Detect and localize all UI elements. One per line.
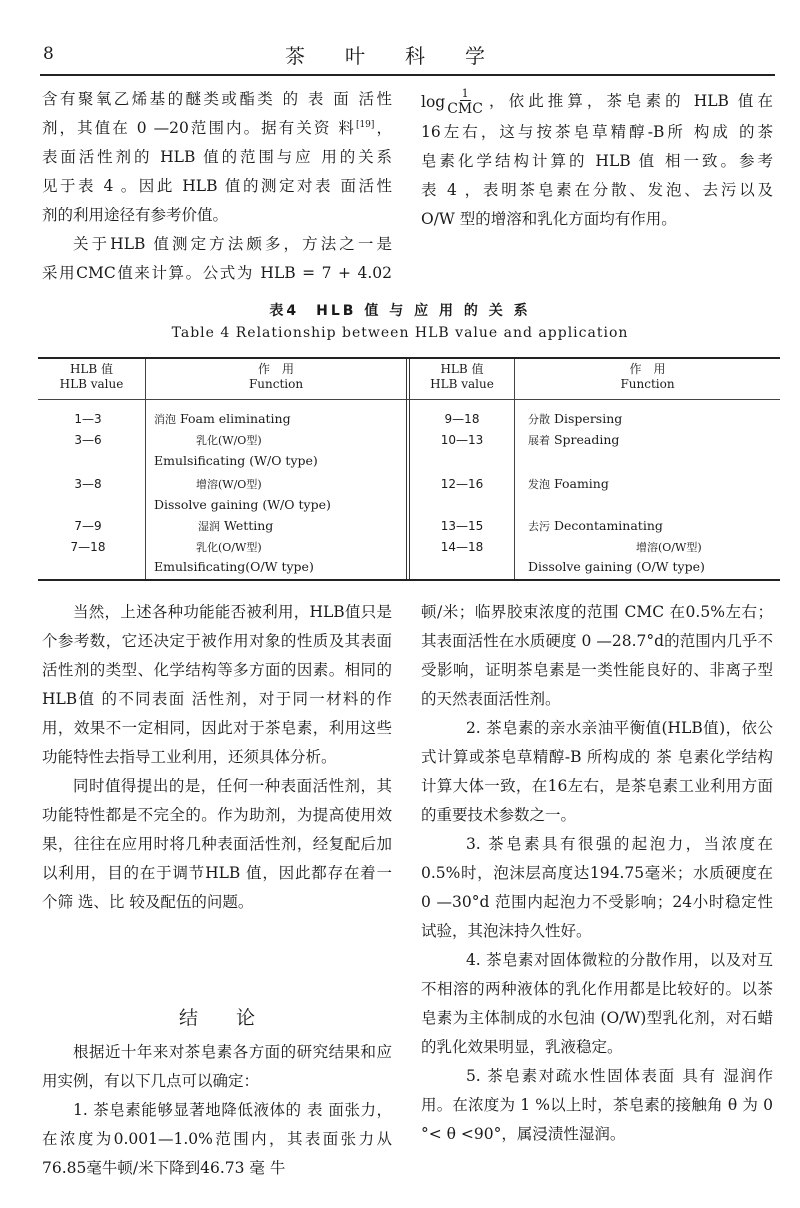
formula-log: log — [421, 93, 446, 111]
text-span: ， — [374, 119, 392, 137]
text-line — [421, 176, 773, 205]
paragraph: 当然，上述各种功能能否被利用，HLB值只是个参考数，它还决定于被作用对象的性质及其表面活性剂的类型、化学结构等多方面的因素。相同的 HLB值 的不同表面 活性剂，对于同一材料的作用，效果不一定相同，因此对于茶皂素，利用这些功能特性去指导工业利用，还须具体分析。 — [42, 603, 392, 766]
function-cn: 消泡 — [154, 413, 176, 426]
top-right-column — [421, 85, 773, 234]
table-cell-function — [198, 516, 273, 537]
text-span: 皂素化学结构计算的 HLB 值 相一致。参考 — [421, 152, 773, 170]
table-cell-range: 13—15 — [440, 519, 484, 533]
page-header — [40, 0, 775, 75]
header-text: HLB 值 — [69, 362, 114, 376]
formula-fraction — [447, 87, 483, 117]
table-cell-function — [636, 537, 702, 558]
text-line — [42, 85, 392, 114]
reference-mark: [19] — [355, 119, 375, 130]
text-span: 表 4 ，表明茶皂素在分散、发泡、去污以及 — [421, 181, 773, 199]
function-cn: 分散 — [528, 413, 550, 426]
function-cn: 去污 — [528, 520, 550, 533]
function-cn: 湿润 — [198, 520, 220, 533]
paragraph: 同时值得提出的是，任何一种表面活性剂，其功能特性都是不完全的。作为助剂，为提高使用效果，往往在应用时将几种表面活性剂，经复配后加以利用，目的在于调节HLB 值，因此都存在着一个筛 选、比 较及配伍的问题。 — [42, 777, 392, 911]
table-cell-function — [528, 409, 622, 430]
table-cell-function — [528, 516, 663, 537]
table-cell-range: 3—8 — [74, 477, 102, 491]
function-cn: 乳化(O/W型) — [196, 541, 262, 554]
function-en: Dispersing — [553, 411, 623, 426]
table-cell-function — [528, 557, 705, 577]
table-cell-range: 12—16 — [440, 477, 484, 491]
paragraph: 4. 茶皂素对固体微粒的分散作用，以及对互不相溶的两种液体的乳化作用都是比较好的。以茶皂素为主体制成的水包油 (O/W)型乳化剂，对石蜡的乳化效果明显，乳液稳定。 — [421, 951, 773, 1056]
text-span: 见于表 4 。因此 HLB 值的测定对表 面活性 — [42, 177, 392, 195]
function-cn: 乳化(W/O型) — [196, 434, 262, 447]
table-cell-range: 1—3 — [74, 412, 102, 426]
table-cell-function — [154, 495, 331, 515]
paragraph: 5. 茶皂素对疏水性固体表面 具有 湿润作用。在浓度为 1 %以上时，茶皂素的接触角 θ 为 0 °< θ <90°，属浸渍性湿润。 — [421, 1067, 773, 1143]
paragraph: 3. 茶皂素具有很强的起泡力，当浓度在0.5%时，泡沫层高度达194.75毫米；水质硬度在 0 —30°d 范围内起泡力不受影响；24小时稳定性试验，其泡沫持久性好。 — [421, 835, 773, 940]
table-cell-function — [154, 409, 291, 430]
table-column-divider — [145, 359, 146, 579]
text-span: 剂，其值在 0 —20范围内。据有关资 料 — [42, 119, 356, 137]
text-line — [421, 205, 773, 234]
text-line — [42, 201, 392, 230]
header-text: Function — [620, 377, 675, 391]
paragraph: 根据近十年来对茶皂素各方面的研究结果和应用实例，有以下几点可以确定： — [42, 1043, 392, 1090]
header-hlb-value — [410, 362, 514, 392]
text-span: 含有聚氧乙烯基的醚类或酯类 的 表 面 活性 — [42, 90, 392, 108]
journal-title: 茶叶科学 — [285, 44, 525, 68]
header-hlb-value — [38, 362, 145, 392]
paragraph: 2. 茶皂素的亲水亲油平衡值(HLB值)，依公式计算或茶皂草精醇-B 所构成的 茶 皂素化学结构计算大体一致，在16左右，是茶皂素工业利用方面的重要技术参数之一。 — [421, 719, 773, 824]
text-span: O/W 型的增溶和乳化方面均有作用。 — [421, 210, 677, 228]
paragraph: 顿/米；临界胶束浓度的范围 CMC 在0.5%左右；其表面活性在水质硬度 0 —28.7°d的范围内几乎不受影响，证明茶皂素是一类性能良好的、非离子型的天然表面活性剂。 — [421, 603, 773, 708]
formula-denominator: CMC — [447, 101, 483, 117]
function-cn: 发泡 — [528, 478, 550, 491]
text-line — [42, 259, 392, 288]
bottom-right-column — [421, 598, 773, 1149]
text-line — [42, 114, 392, 143]
function-cn: 增溶(O/W型) — [636, 541, 702, 554]
table-bottom-rule — [38, 579, 780, 581]
table-cell-function — [528, 474, 609, 495]
function-en: Wetting — [223, 518, 274, 533]
text-line — [42, 230, 392, 259]
text-span: 16左右，这与按茶皂草精醇-B所 构成 的茶 — [421, 123, 773, 141]
header-text: Function — [248, 377, 304, 391]
text-span: 关于HLB 值测定方法颇多，方法之一是 — [73, 235, 392, 253]
function-en: Foam eliminating — [179, 411, 291, 426]
function-cn: 展着 — [528, 434, 550, 447]
table-cell-function — [196, 537, 262, 558]
function-en: Emulsificating (W/O type) — [154, 453, 318, 468]
text-line — [421, 118, 773, 147]
text-span: ，依此推算，茶皂素的 HLB 值在 — [484, 92, 773, 110]
header-text: HLB value — [430, 377, 494, 391]
table-cell-function — [154, 557, 314, 577]
function-en: Spreading — [553, 432, 620, 447]
text-line — [42, 172, 392, 201]
text-span: 表面活性剂的 HLB 值的范围与应 用的关系 — [42, 148, 392, 166]
table-cell-range: 10—13 — [440, 433, 484, 447]
table-cell-range: 14—18 — [440, 540, 484, 554]
table-cell-function — [528, 430, 619, 451]
function-en: Emulsificating(O/W type) — [154, 559, 314, 574]
table-cell-function — [196, 430, 262, 451]
function-en: Dissolve gaining (W/O type) — [154, 497, 331, 512]
function-en: Foaming — [553, 476, 609, 491]
table-cell-range: 7—18 — [70, 540, 106, 554]
text-line — [421, 147, 773, 176]
function-en: Dissolve gaining (O/W type) — [528, 559, 705, 574]
header-function — [146, 362, 406, 392]
text-span: 采用CMC值来计算。公式为 HLB = 7 + 4.02 — [42, 264, 392, 282]
paragraph: 1. 茶皂素能够显著地降低液体的 表 面张力，在浓度为0.001—1.0%范围内，其表面张力从76.85毫牛顿/米下降到46.73 毫 牛 — [42, 1101, 392, 1177]
table-column-divider — [514, 359, 515, 579]
table-cell-function — [196, 474, 262, 495]
section-heading-conclusion: 结论 — [178, 1007, 293, 1029]
top-left-column — [42, 85, 392, 288]
hlb-formula — [421, 86, 485, 118]
header-text: 作 用 — [257, 362, 294, 376]
table-title-cn: 表4 HLB 值 与 应 用 的 关 系 — [269, 303, 531, 319]
page-number: 8 — [43, 44, 54, 64]
bottom-left-column — [42, 598, 392, 917]
bottom-left-column-cont — [42, 1038, 392, 1183]
text-line — [421, 85, 773, 118]
header-text: HLB 值 — [440, 362, 484, 376]
table-title-en: Table 4 Relationship between HLB value and application — [171, 325, 629, 341]
table-cell-range: 7—9 — [74, 519, 102, 533]
text-span: 剂的利用途径有参考价值。 — [42, 206, 229, 224]
header-function — [515, 362, 780, 392]
text-line — [42, 143, 392, 172]
header-text: HLB value — [59, 377, 124, 391]
hlb-table — [38, 357, 780, 582]
header-rule — [40, 74, 775, 76]
table-cell-range: 9—18 — [444, 412, 480, 426]
formula-numerator: 1 — [461, 87, 469, 100]
function-en: Decontaminating — [553, 518, 663, 533]
function-cn: 增溶(W/O型) — [196, 478, 262, 491]
table-cell-function — [154, 451, 318, 471]
table-cell-range: 3—6 — [74, 433, 102, 447]
header-text: 作 用 — [629, 362, 666, 376]
